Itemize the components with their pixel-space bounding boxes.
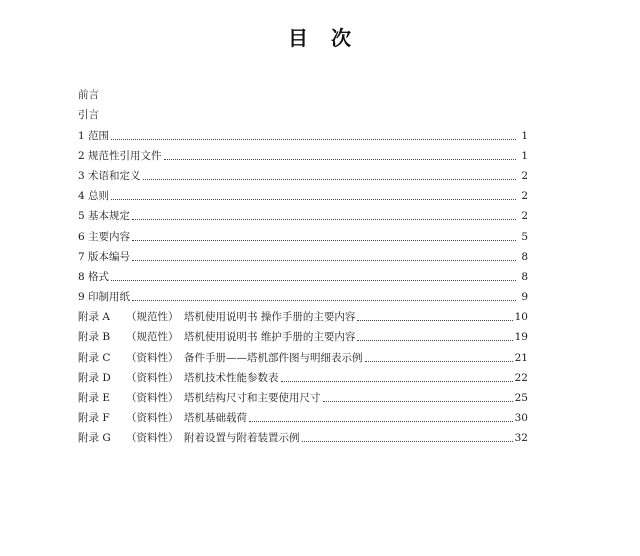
toc-entry-page: 19 bbox=[514, 331, 528, 344]
toc-entry-7[interactable] bbox=[78, 244, 528, 264]
toc-entry-page: 8 bbox=[521, 270, 528, 283]
appendix-code: 附录 B bbox=[78, 331, 111, 344]
toc-entry-label: 4 总则 bbox=[78, 190, 110, 203]
appendix-code: 附录 D bbox=[78, 371, 111, 384]
toc-entry-page: 5 bbox=[521, 230, 528, 243]
toc-entry-label: 8 格式 bbox=[78, 270, 110, 283]
toc-entry-9[interactable] bbox=[78, 284, 528, 304]
appendix-title: 塔机技术性能参数表 bbox=[184, 371, 279, 384]
toc-entry-page: 21 bbox=[514, 351, 528, 364]
toc-appendix-e[interactable] bbox=[78, 385, 528, 405]
toc-entry-label: 6 主要内容 bbox=[78, 230, 131, 243]
toc-appendix-c[interactable] bbox=[78, 344, 528, 364]
appendix-title: 塔机基础载荷 bbox=[184, 412, 247, 425]
leader-dots bbox=[357, 319, 512, 321]
toc-appendix-g[interactable] bbox=[78, 425, 528, 445]
page-title bbox=[0, 22, 640, 51]
leader-dots bbox=[143, 178, 516, 180]
toc-appendix-f[interactable] bbox=[78, 405, 528, 425]
page-title-char-2: 次 bbox=[331, 26, 352, 50]
leader-dots bbox=[132, 259, 516, 261]
leader-dots bbox=[132, 239, 516, 241]
leader-dots bbox=[249, 420, 513, 422]
toc-appendix-a[interactable] bbox=[78, 304, 528, 324]
toc-appendix-d[interactable] bbox=[78, 365, 528, 385]
appendix-type: （规范性） bbox=[126, 311, 179, 324]
toc-entry-3[interactable] bbox=[78, 163, 528, 183]
appendix-type: （资料性） bbox=[126, 371, 179, 384]
appendix-code: 附录 G bbox=[78, 432, 111, 445]
leader-dots bbox=[323, 400, 513, 402]
leader-dots bbox=[111, 279, 516, 281]
toc-entry-page: 2 bbox=[521, 169, 528, 182]
appendix-title: 备件手册——塔机部件图与明细表示例 bbox=[184, 351, 363, 364]
toc-entry-foreword[interactable] bbox=[78, 82, 528, 102]
toc-entry-label: 3 术语和定义 bbox=[78, 169, 141, 182]
leader-dots bbox=[132, 218, 516, 220]
leader-dots bbox=[302, 440, 513, 442]
leader-dots bbox=[132, 299, 516, 301]
toc-entry-page: 2 bbox=[521, 190, 528, 203]
appendix-title: 附着设置与附着装置示例 bbox=[184, 432, 300, 445]
toc-entry-4[interactable] bbox=[78, 183, 528, 203]
toc-entry-page: 30 bbox=[514, 412, 528, 425]
appendix-code: 附录 A bbox=[78, 311, 110, 324]
table-of-contents bbox=[78, 82, 528, 445]
toc-entry-page: 10 bbox=[514, 311, 528, 324]
leader-dots bbox=[111, 198, 516, 200]
toc-entry-page: 9 bbox=[521, 291, 528, 304]
appendix-type: （资料性） bbox=[126, 432, 179, 445]
toc-entry-8[interactable] bbox=[78, 264, 528, 284]
toc-entry-page: 25 bbox=[514, 392, 528, 404]
leader-dots bbox=[281, 380, 513, 382]
appendix-code: 附录 F bbox=[78, 412, 110, 425]
toc-entry-label: 5 基本规定 bbox=[78, 210, 131, 223]
appendix-title: 塔机使用说明书 操作手册的主要内容 bbox=[184, 311, 356, 324]
appendix-type: （资料性） bbox=[126, 392, 179, 404]
toc-entry-2[interactable] bbox=[78, 143, 528, 163]
toc-entry-label: 9 印制用纸 bbox=[78, 291, 131, 304]
toc-entry-label: 2 规范性引用文件 bbox=[78, 149, 162, 162]
toc-entry-page: 1 bbox=[521, 149, 528, 162]
appendix-type: （规范性） bbox=[126, 331, 179, 344]
appendix-code: 附录 C bbox=[78, 351, 111, 364]
toc-entry-page: 2 bbox=[521, 210, 528, 223]
appendix-title: 塔机使用说明书 维护手册的主要内容 bbox=[184, 331, 356, 344]
toc-entry-label: 1 范围 bbox=[78, 129, 110, 142]
toc-entry-page: 32 bbox=[514, 432, 528, 445]
toc-entry-5[interactable] bbox=[78, 203, 528, 223]
toc-entry-1[interactable] bbox=[78, 122, 528, 142]
leader-dots bbox=[111, 138, 516, 140]
appendix-type: （资料性） bbox=[126, 351, 179, 364]
toc-entry-label: 7 版本编号 bbox=[78, 250, 131, 263]
toc-entry-label: 前言 bbox=[78, 89, 99, 102]
page-title-char-1: 目 bbox=[288, 26, 309, 50]
toc-entry-page: 8 bbox=[521, 250, 528, 263]
toc-entry-page: 1 bbox=[521, 129, 528, 142]
appendix-type: （资料性） bbox=[126, 412, 179, 425]
toc-entry-label: 引言 bbox=[78, 109, 99, 122]
appendix-title: 塔机结构尺寸和主要使用尺寸 bbox=[184, 392, 321, 404]
toc-entry-page: 22 bbox=[514, 371, 528, 384]
toc-entry-6[interactable] bbox=[78, 223, 528, 243]
leader-dots bbox=[365, 360, 513, 362]
appendix-code: 附录 E bbox=[78, 392, 111, 404]
toc-entry-introduction[interactable] bbox=[78, 102, 528, 122]
leader-dots bbox=[164, 158, 516, 160]
leader-dots bbox=[357, 339, 512, 341]
toc-appendix-b[interactable] bbox=[78, 324, 528, 344]
